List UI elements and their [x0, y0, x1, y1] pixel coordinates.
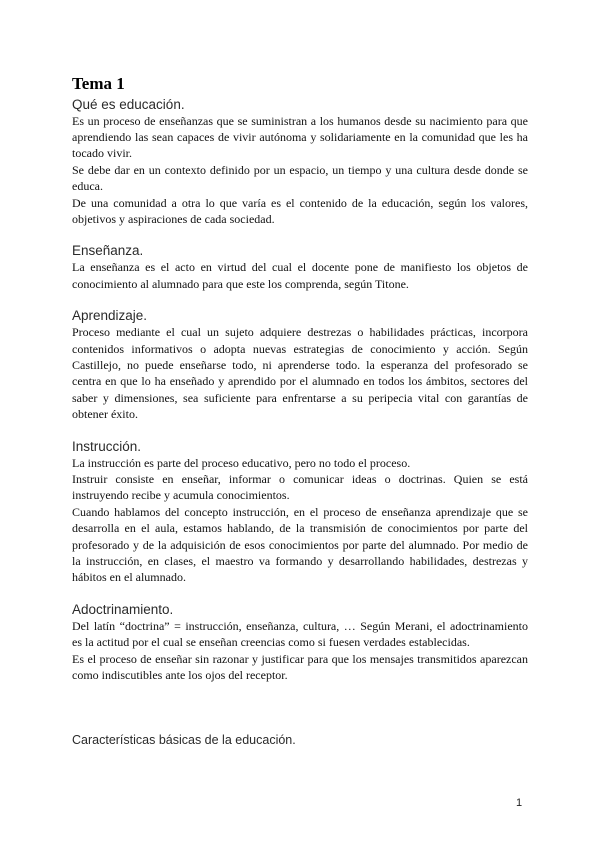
text-line: centra en que lo ha enseñado y aprendido por el alumnado en todos los ámbitos, sectores del: [72, 374, 528, 389]
document-title: Tema 1: [72, 74, 125, 93]
text-line: Proceso mediante el cual un sujeto adquiere destrezas o habilidades prácticas, incorpora: [72, 325, 528, 340]
paragraph: [72, 113, 528, 162]
paragraph: [72, 455, 528, 471]
text-line: La instrucción es parte del proceso educativo, pero no todo el proceso.: [72, 455, 411, 470]
text-line: hábitos en el alumnado.: [72, 570, 186, 585]
text-line: Instruir consiste en enseñar, informar o comunicar ideas o doctrinas. Quien se está: [72, 472, 528, 486]
text-line: aprendiendo las sean capaces de vivir autónoma y solidariamente en la comunidad que les ha: [72, 129, 528, 144]
section-heading: Qué es educación.: [72, 96, 185, 112]
text-line: la instrucción, en clases, el maestro va formando y desarrollando habilidades, destrezas y: [72, 554, 528, 569]
text-line: es la actitud por el cual se enseñan creencias como si fuesen verdades establecidas.: [72, 635, 470, 650]
text-line: conocimiento al alumnado para que este los comprenda, según Titone.: [72, 276, 409, 291]
text-line: De una comunidad a otra lo que varía es el contenido de la educación, según los valores,: [72, 195, 528, 210]
text-line: Se debe dar en un contexto definido por un espacio, un tiempo y una cultura desde donde se: [72, 162, 528, 177]
text-line: Cuando hablamos del concepto instrucción, en el proceso de enseñanza aprendizaje que se: [72, 504, 528, 519]
section-heading: Enseñanza.: [72, 243, 144, 259]
text-line: educa.: [72, 179, 103, 194]
section-2: [72, 242, 528, 292]
section-1: [72, 96, 528, 228]
text-line: tocado vivir.: [72, 146, 132, 161]
text-line: instruyendo recibe y acumula conocimientos.: [72, 488, 290, 503]
paragraph: [72, 471, 528, 504]
section-heading: Aprendizaje.: [72, 308, 148, 324]
paragraph: [72, 504, 528, 586]
sections-container: [72, 96, 528, 684]
paragraph: [72, 259, 528, 292]
section-4: [72, 438, 528, 586]
section-heading: Instrucción.: [72, 438, 142, 454]
text-line: saber y dimensiones, sea suficiente para enfrentarse a su peripecia vital con garantías de: [72, 390, 528, 405]
section-5: [72, 601, 528, 684]
paragraph: [72, 162, 528, 195]
text-line: obtener éxito.: [72, 407, 138, 422]
next-section-heading: Características básicas de la educación.: [72, 733, 296, 748]
section-heading: Adoctrinamiento.: [72, 601, 174, 617]
text-line: La enseñanza es el acto en virtud del cual el docente pone de manifiesto los objetos de: [72, 260, 528, 275]
text-line: objetivos y aspiraciones de cada sociedad.: [72, 211, 275, 226]
section-3: [72, 307, 528, 422]
text-line: Es el proceso de enseñar sin razonar y justificar para que los mensajes transmitidos aparezcan: [72, 651, 528, 666]
paragraph: [72, 195, 528, 228]
paragraph: [72, 618, 528, 651]
text-line: Del latín “doctrina” = instrucción, enseñanza, cultura, … Según Merani, el adoctrinamiento: [72, 618, 528, 633]
text-line: contenidos informativos o adopta nuevas estrategias de conocimiento y acción. Según: [72, 341, 528, 356]
text-line: desarrolla en el aula, estamos hablando, de la transmisión de conocimientos por parte del: [72, 521, 528, 536]
page-number: 1: [516, 797, 523, 809]
text-line: profesorado y de la adquisición de esos conocimientos por parte del alumnado. Por medio de: [72, 537, 528, 552]
paragraph: [72, 324, 528, 422]
text-line: como indiscutibles ante los ojos del receptor.: [72, 668, 288, 683]
document-page: [72, 74, 528, 749]
paragraph: [72, 651, 528, 684]
text-line: Castillejo, no puede enseñarse todo, ni aprenderse todo. la esperanza del profesorado se: [72, 357, 528, 372]
text-line: Es un proceso de enseñanzas que se suministran a los humanos desde su nacimiento para que: [72, 113, 528, 128]
